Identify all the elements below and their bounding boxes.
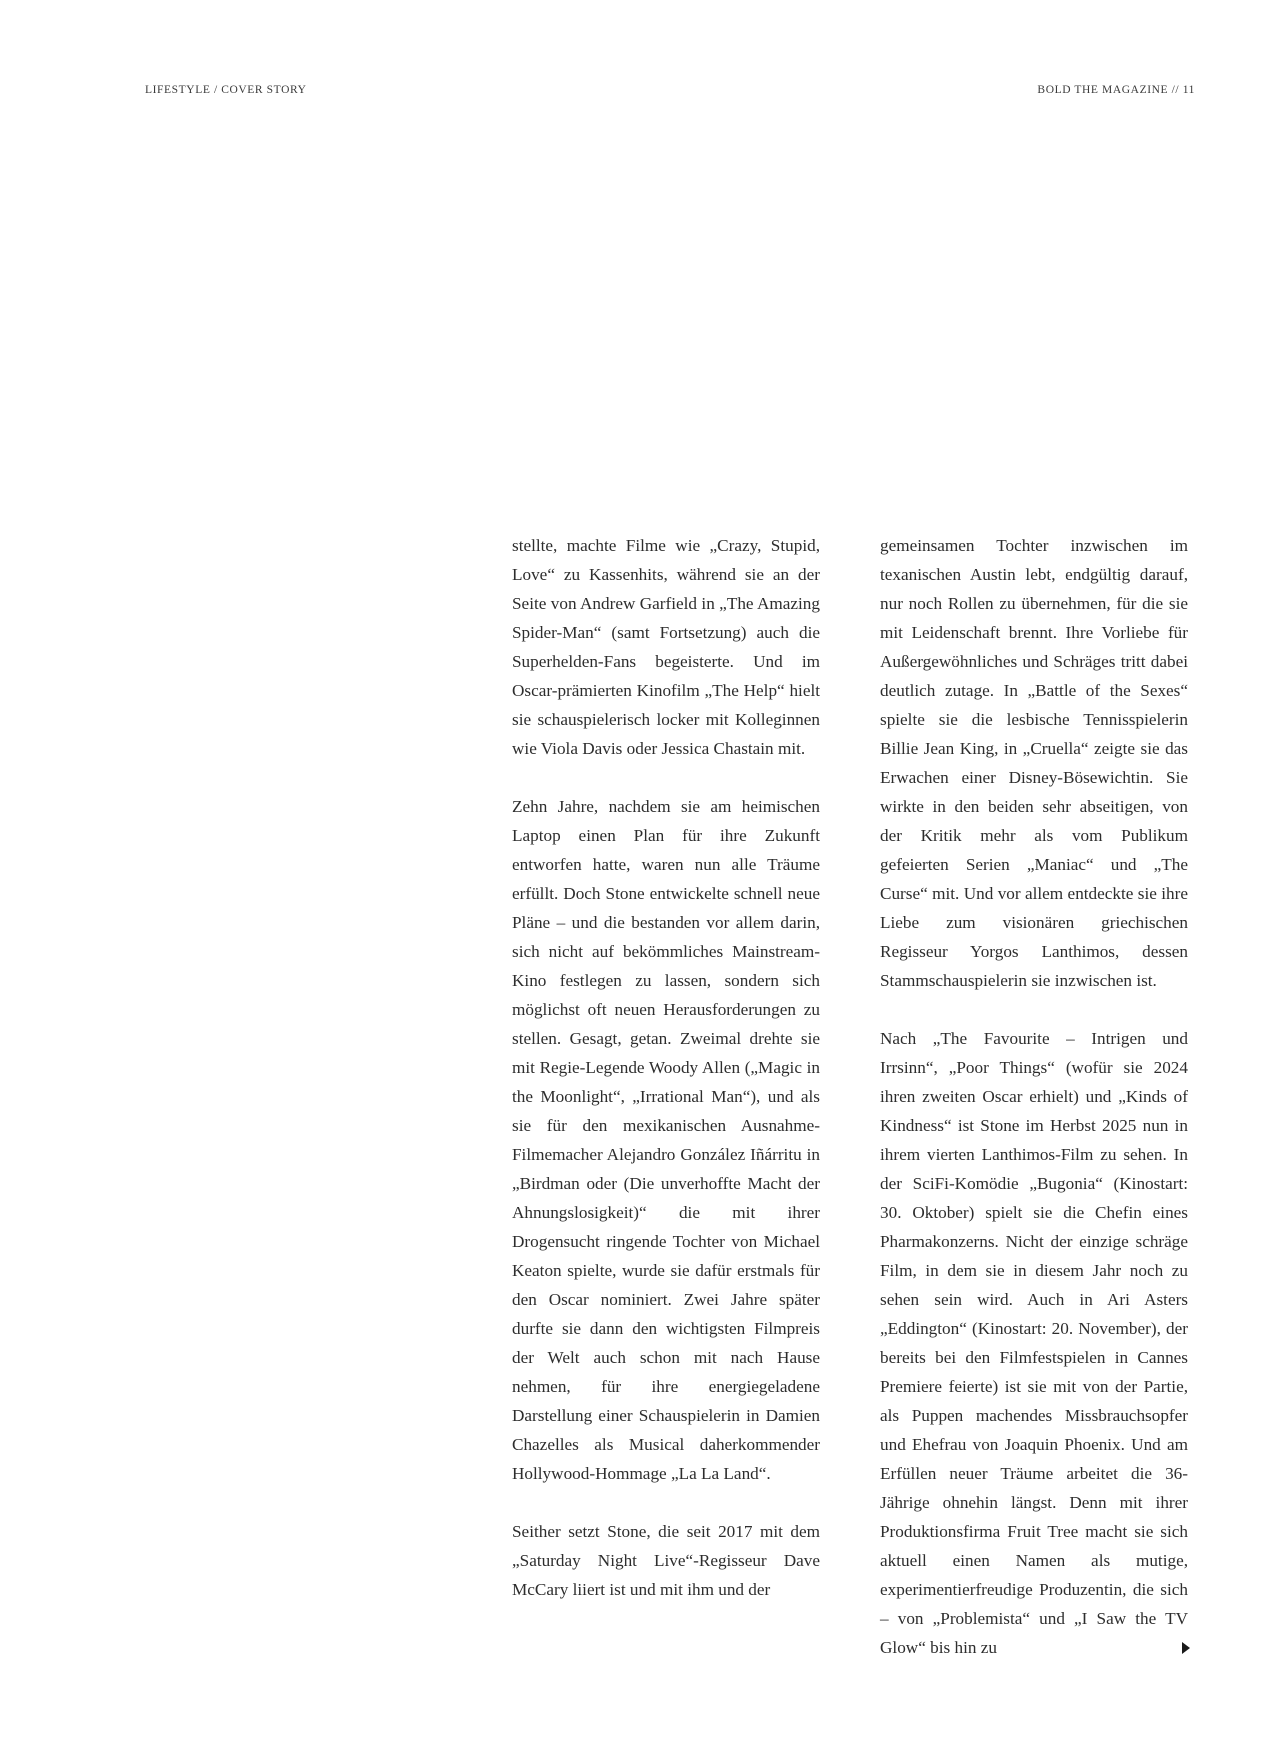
magazine-name: BOLD THE MAGAZINE — [1037, 84, 1169, 96]
article-column-left — [512, 531, 820, 1604]
running-header — [145, 84, 1195, 96]
paragraph: gemeinsamen Tochter inzwischen im texanischen Austin lebt, endgültig darauf, nur noch Rollen zu übernehmen, für die sie mit Leidenschaft brennt. Ihre Vorliebe für Außergewöhnliches und Schräges tritt dabei deutlich zutage. In „Battle of the Sexes“ spielte sie die lesbische Tennisspielerin Billie Jean King, in „Cruella“ zeigte sie das Erwachen einer Disney-Bösewichtin. Sie wirkte in den beiden sehr abseitigen, von der Kritik mehr als vom Publikum gefeierten Serien „Maniac“ und „The Curse“ mit. Und vor allem entdeckte sie ihre Liebe zum visionären griechischen Regisseur Yorgos Lanthimos, dessen Stammschauspielerin sie inzwischen ist. — [880, 536, 1188, 990]
folio — [1037, 84, 1195, 96]
article-column-right — [880, 531, 1188, 1662]
paragraph: Zehn Jahre, nachdem sie am heimischen Laptop einen Plan für ihre Zukunft entworfen hatte, waren nun alle Träume erfüllt. Doch Stone entwickelte schnell neue Pläne – und die bestanden vor allem darin, sich nicht auf bekömmliches Mainstream-Kino festlegen zu lassen, sondern sich möglichst oft neuen Herausforderungen zu stellen. Gesagt, getan. Zweimal drehte sie mit Regie-Legende Woody Allen („Magic in the Moonlight“, „Irrational Man“), und als sie für den mexikanischen Ausnahme-Filmemacher Alejandro González Iñárritu in „Birdman oder (Die unverhoffte Macht der Ahnungslosigkeit)“ die mit ihrer Drogensucht ringende Tochter von Michael Keaton spielte, wurde sie dafür erstmals für den Oscar nominiert. Zwei Jahre später durfte sie dann den wichtigsten Filmpreis der Welt auch schon mit nach Hause nehmen, für ihre energiegeladene Darstellung einer Schauspielerin in Damien Chazelles als Musical daherkommender Hollywood-Hommage „La La Land“. — [512, 797, 820, 1483]
paragraph: stellte, machte Filme wie „Crazy, Stupid, Love“ zu Kassenhits, während sie an der Seite von Andrew Garfield in „The Amazing Spider-Man“ (samt Fortsetzung) auch die Superhelden-Fans begeisterte. Und im Oscar-prämierten Kinofilm „The Help“ hielt sie schauspielerisch locker mit Kolleginnen wie Viola Davis oder Jessica Chastain mit. — [512, 536, 820, 758]
paragraph: Seither setzt Stone, die seit 2017 mit dem „Saturday Night Live“-Regisseur Dave McCary liiert ist und mit ihm und der — [512, 1522, 820, 1599]
section-name: LIFESTYLE — [145, 84, 211, 96]
page-number: 11 — [1182, 84, 1195, 96]
section-separator: / — [213, 84, 218, 96]
continue-arrow-icon — [1182, 1642, 1190, 1654]
subsection-name: COVER STORY — [221, 84, 307, 96]
paragraph: Nach „The Favourite – Intrigen und Irrsinn“, „Poor Things“ (wofür sie 2024 ihren zweiten Oscar erhielt) und „Kinds of Kindness“ ist Stone im Herbst 2025 nun in ihrem vierten Lanthimos-Film zu sehen. In der SciFi-Komödie „Bugonia“ (Kinostart: 30. Oktober) spielt sie die Chefin eines Pharmakonzerns. Nicht der einzige schräge Film, in dem sie in diesem Jahr noch zu sehen sein wird. Auch in Ari Asters „Eddington“ (Kinostart: 20. November), der bereits bei den Filmfestspielen in Cannes Premiere feierte) ist sie mit von der Partie, als Puppen machendes Missbrauchsopfer und Ehefrau von Joaquin Phoenix. Und am Erfüllen neuer Träume arbeitet die 36-Jährige ohnehin längst. Denn mit ihrer Produktionsfirma Fruit Tree macht sie sich aktuell einen Namen als mutige, experimentierfreudige Produzentin, die sich – von „Problemista“ und „I Saw the TV Glow“ bis hin zu — [880, 1029, 1188, 1657]
section-label — [145, 84, 307, 96]
folio-separator: // — [1171, 84, 1180, 96]
